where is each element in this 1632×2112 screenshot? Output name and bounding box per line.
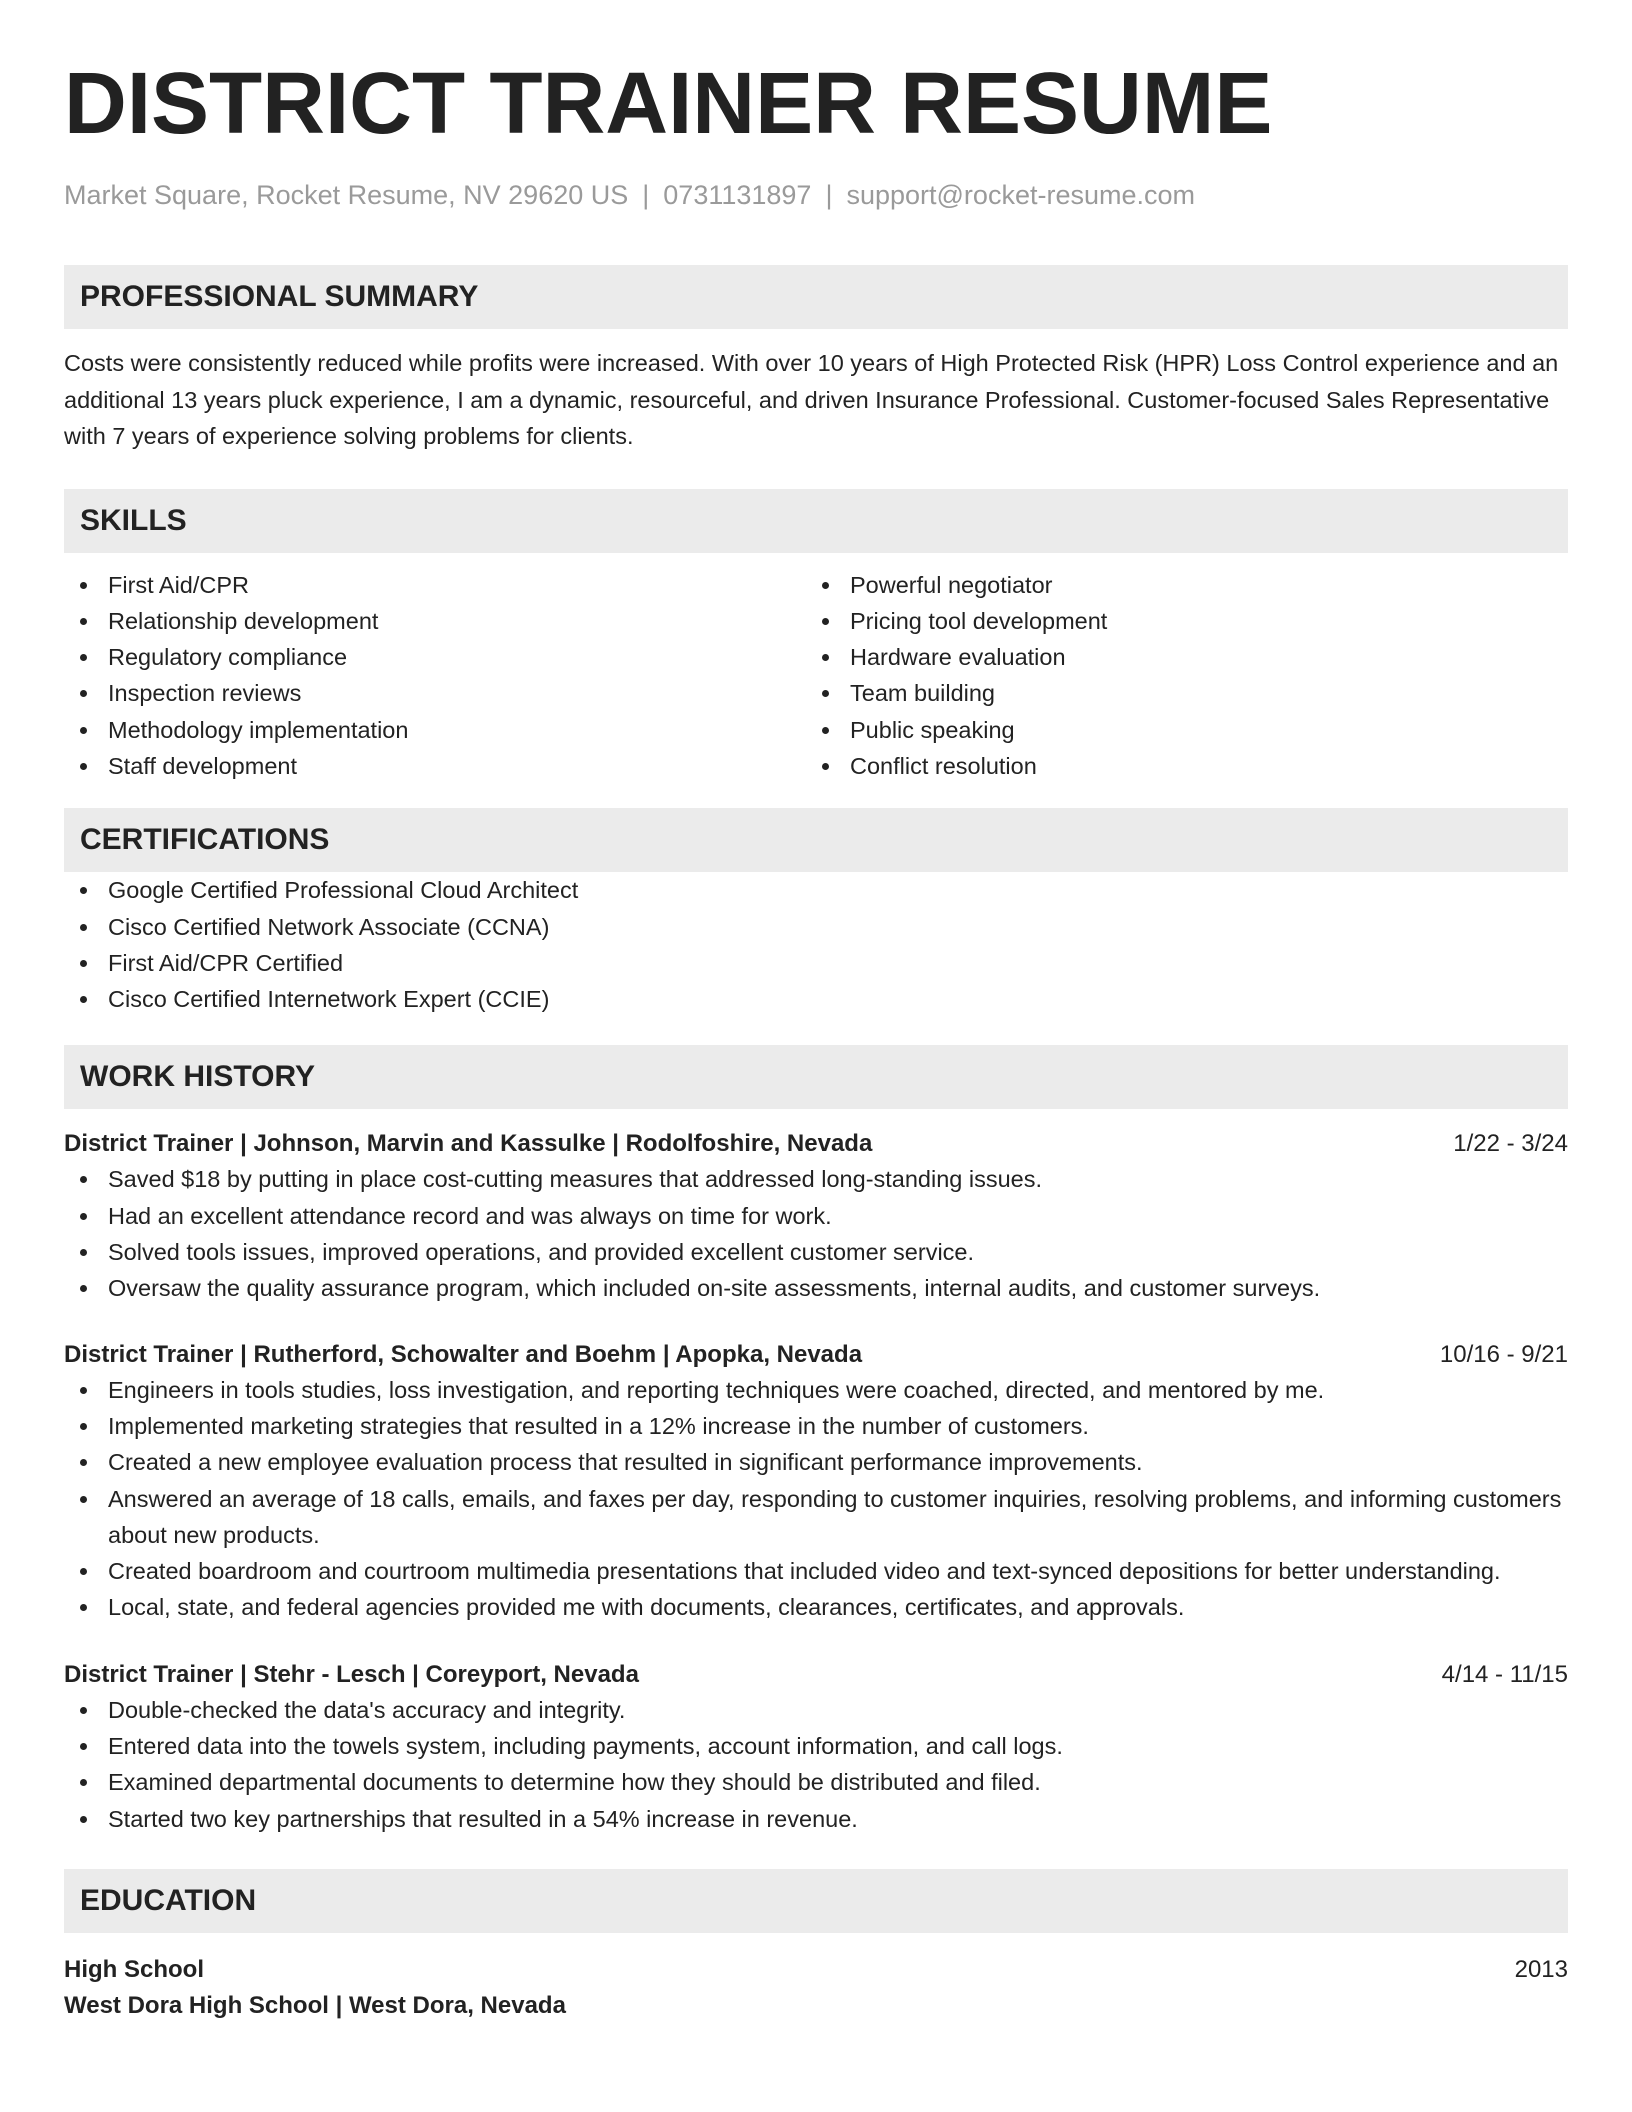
summary-text: Costs were consistently reduced while profits were increased. With over 10 years of High Protected Risk (HPR) Loss Control experience and an additional 13 years pluck experience, I am a dynamic, resourceful, and driven Insurance Professional. Customer-focused Sales Representative with 7 years of experience solving problems for clients.	[64, 350, 1559, 449]
work-history-heading: WORK HISTORY	[64, 1045, 1568, 1109]
education-year: 2013	[1514, 1955, 1568, 1983]
summary-heading: PROFESSIONAL SUMMARY	[64, 265, 1568, 329]
job-dates: 4/14 - 11/15	[1441, 1660, 1568, 1688]
job-title: District Trainer | Rutherford, Schowalter and Boehm | Apopka, Nevada	[64, 1340, 863, 1368]
contact-line	[64, 178, 1568, 212]
certification-item: Google Certified Professional Cloud Architect	[64, 872, 1568, 908]
skill-item: Relationship development	[64, 603, 806, 639]
contact-phone: 0731131897	[663, 180, 812, 210]
skill-item: Pricing tool development	[806, 603, 1548, 639]
job-bullet: Solved tools issues, improved operations, and provided excellent customer service.	[64, 1234, 1568, 1270]
job-bullet: Entered data into the towels system, including payments, account information, and call logs.	[64, 1728, 1568, 1764]
contact-email: support@rocket-resume.com	[846, 180, 1195, 210]
certifications-list	[64, 872, 1568, 1017]
skill-item: Public speaking	[806, 712, 1548, 748]
skills-column-right	[806, 567, 1548, 785]
job-dates: 1/22 - 3/24	[1453, 1130, 1568, 1158]
education-degree: High School	[64, 1955, 204, 1983]
education-heading: EDUCATION	[64, 1869, 1568, 1933]
resume-title: DISTRICT TRAINER RESUME	[64, 55, 1273, 152]
job-title: District Trainer | Stehr - Lesch | Coreyport, Nevada	[64, 1660, 639, 1688]
job-bullets	[64, 1372, 1568, 1626]
skill-item: Powerful negotiator	[806, 567, 1548, 603]
contact-separator: |	[642, 180, 650, 210]
skills-heading: SKILLS	[64, 489, 1568, 553]
skill-item: Staff development	[64, 748, 806, 784]
job-bullet: Engineers in tools studies, loss investigation, and reporting techniques were coached, directed, and mentored by me.	[64, 1372, 1568, 1408]
job-bullet: Implemented marketing strategies that resulted in a 12% increase in the number of customers.	[64, 1408, 1568, 1444]
job-title: District Trainer | Johnson, Marvin and Kassulke | Rodolfoshire, Nevada	[64, 1130, 873, 1158]
skill-item: First Aid/CPR	[64, 567, 806, 603]
job-header	[64, 1338, 1568, 1372]
job-bullet: Answered an average of 18 calls, emails, and faxes per day, responding to customer inquiries, resolving problems, and informing customers about new products.	[64, 1481, 1568, 1554]
education-header	[64, 1953, 1568, 1987]
job-header	[64, 1127, 1568, 1161]
job-bullet: Local, state, and federal agencies provided me with documents, clearances, certificates, and approvals.	[64, 1589, 1568, 1625]
job-dates: 10/16 - 9/21	[1439, 1340, 1568, 1368]
job-bullet: Double-checked the data's accuracy and integrity.	[64, 1692, 1568, 1728]
job-header	[64, 1658, 1568, 1692]
job-bullet: Started two key partnerships that resulted in a 54% increase in revenue.	[64, 1801, 1568, 1837]
job-bullet: Oversaw the quality assurance program, which included on-site assessments, internal audits, and customer surveys.	[64, 1270, 1568, 1306]
certification-item: First Aid/CPR Certified	[64, 945, 1568, 981]
job-bullets	[64, 1692, 1568, 1837]
skill-item: Team building	[806, 675, 1548, 711]
skill-item: Inspection reviews	[64, 675, 806, 711]
job-bullet: Had an excellent attendance record and was always on time for work.	[64, 1198, 1568, 1234]
contact-address: Market Square, Rocket Resume, NV 29620 US	[64, 180, 629, 210]
skill-item: Regulatory compliance	[64, 639, 806, 675]
contact-separator: |	[825, 180, 833, 210]
skill-item: Conflict resolution	[806, 748, 1548, 784]
certification-item: Cisco Certified Network Associate (CCNA)	[64, 909, 1568, 945]
job-bullets	[64, 1161, 1568, 1306]
education-school: West Dora High School | West Dora, Nevada	[64, 1991, 566, 2019]
certifications-heading: CERTIFICATIONS	[64, 808, 1568, 872]
job-bullet: Saved $18 by putting in place cost-cutting measures that addressed long-standing issues.	[64, 1161, 1568, 1197]
job-bullet: Created a new employee evaluation process that resulted in significant performance improvements.	[64, 1444, 1568, 1480]
skill-item: Methodology implementation	[64, 712, 806, 748]
skill-item: Hardware evaluation	[806, 639, 1548, 675]
certification-item: Cisco Certified Internetwork Expert (CCIE)	[64, 981, 1568, 1017]
job-bullet: Examined departmental documents to determine how they should be distributed and filed.	[64, 1764, 1568, 1800]
skills-grid	[64, 567, 1568, 785]
job-bullet: Created boardroom and courtroom multimedia presentations that included video and text-synced depositions for better understanding.	[64, 1553, 1568, 1589]
skills-column-left	[64, 567, 806, 785]
